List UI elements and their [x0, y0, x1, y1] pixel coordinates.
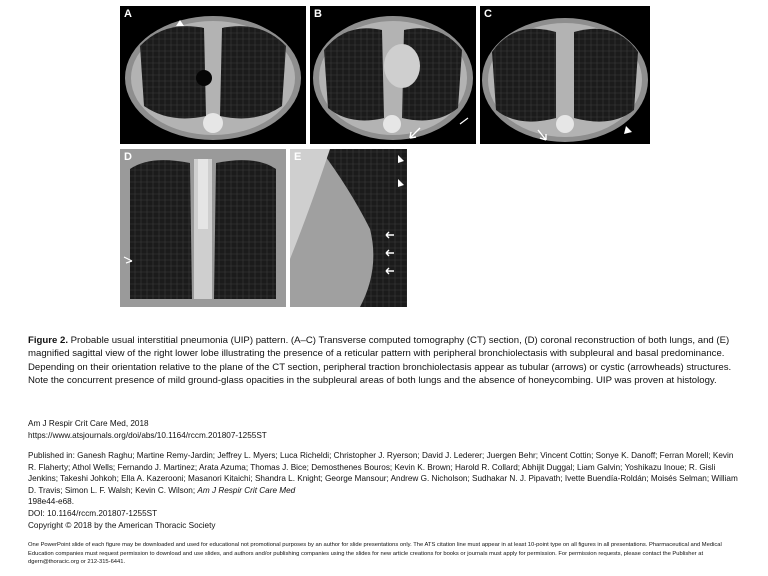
ct-panel-e [290, 149, 407, 307]
published-authors [28, 450, 740, 496]
citation-journal: Am J Respir Crit Care Med, 2018 [28, 419, 149, 428]
citation-url[interactable]: https://www.atsjournals.org/doi/abs/10.1164/rccm.201807-1255ST [28, 430, 267, 440]
figure-label: Figure 2. [28, 335, 68, 346]
panel-label-b: B [314, 8, 322, 20]
arrowhead-marker [624, 126, 632, 134]
citation [28, 418, 740, 441]
permission-notice: One PowerPoint slide of each figure may be downloaded and used for educational not promotional purposes by an author for slide presentations only. The ATS citation line must appear in at least 10-point type on all figures in all presentations. Pharmaceutical and Medical Education companies must request permission to download and use slides, and authors and/or publishing companies using the slides for new article creations for books or journals must apply for permission. For permission requests, please contact the Publisher at dgern@thoracic.org or 212-315-6441. [28, 542, 722, 566]
ct-image-a [120, 6, 306, 144]
panel-label-e: E [294, 151, 302, 163]
published-pages: 198e44-e68. [28, 497, 74, 507]
panel-label-d: D [124, 151, 132, 163]
ct-image-b [310, 6, 476, 144]
panel-label-a: A [124, 8, 132, 20]
figure-caption [28, 334, 740, 388]
author-list: Ganesh Raghu; Martine Remy-Jardin; Jeffrey L. Myers; Luca Richeldi; Christopher J. Ryerson; David J. Lederer; Juergen Behr; Vincent Cottin; Sonye K. Danoff; Ferran Morell; Kevin R. Flaherty; Athol Wells; Fernando J. Martinez; Arata Azuma; Thomas J. Bice; Demosthenes Bouros; Kevin K. Brown; Harold R. Collard; Abhijit Duggal; Liam Galvin; Yoshikazu Inoue; R. Gisli Jenkins; Takeshi Johkoh; Ella A. Kazerooni; Masanori Kitaichi; Shandra L. Knight; George Mansour; Andrew G. Nicholson; Sudhakar N. J. Pipavath; Ivette Buendía-Roldán; Moisés Selman; William D. Travis; Simon L. F. Walsh; Kevin C. Wilson; [28, 451, 738, 495]
panel-label-c: C [484, 8, 492, 20]
ct-image-d [120, 149, 286, 307]
ct-panel-c [480, 6, 650, 144]
published-doi: DOI: 10.1164/rccm.201807-1255ST [28, 508, 158, 518]
copyright: Copyright © 2018 by the American Thoracic Society [28, 520, 216, 530]
published-prefix: Published in: [28, 451, 78, 460]
ct-panel-a [120, 6, 306, 144]
ct-image-c [480, 6, 650, 144]
ct-image-e [290, 149, 407, 307]
caption-text: Probable usual interstitial pneumonia (UIP) pattern. (A–C) Transverse computed tomography (CT) section, (D) coronal reconstruction of both lungs, and (E) magnified sagittal view of the right lower lobe illustrating the presence of a reticular pattern with peripheral bronchiolectasis with subpleural and basal predominance. Depending on their orientation relative to the plane of the CT section, peripheral traction bronchiolectasis appear as tubular (arrows) or cystic (arrowheads) structures. Note the concurrent presence of mild ground-glass opacities in the subpleural areas of both lungs and the absence of honeycombing. UIP was proven at histology. [28, 335, 732, 387]
published-info [28, 450, 740, 531]
arrow-marker [460, 118, 468, 124]
ct-panel-d [120, 149, 286, 307]
published-journal: Am J Respir Crit Care Med [197, 485, 296, 495]
ct-panel-b [310, 6, 476, 144]
